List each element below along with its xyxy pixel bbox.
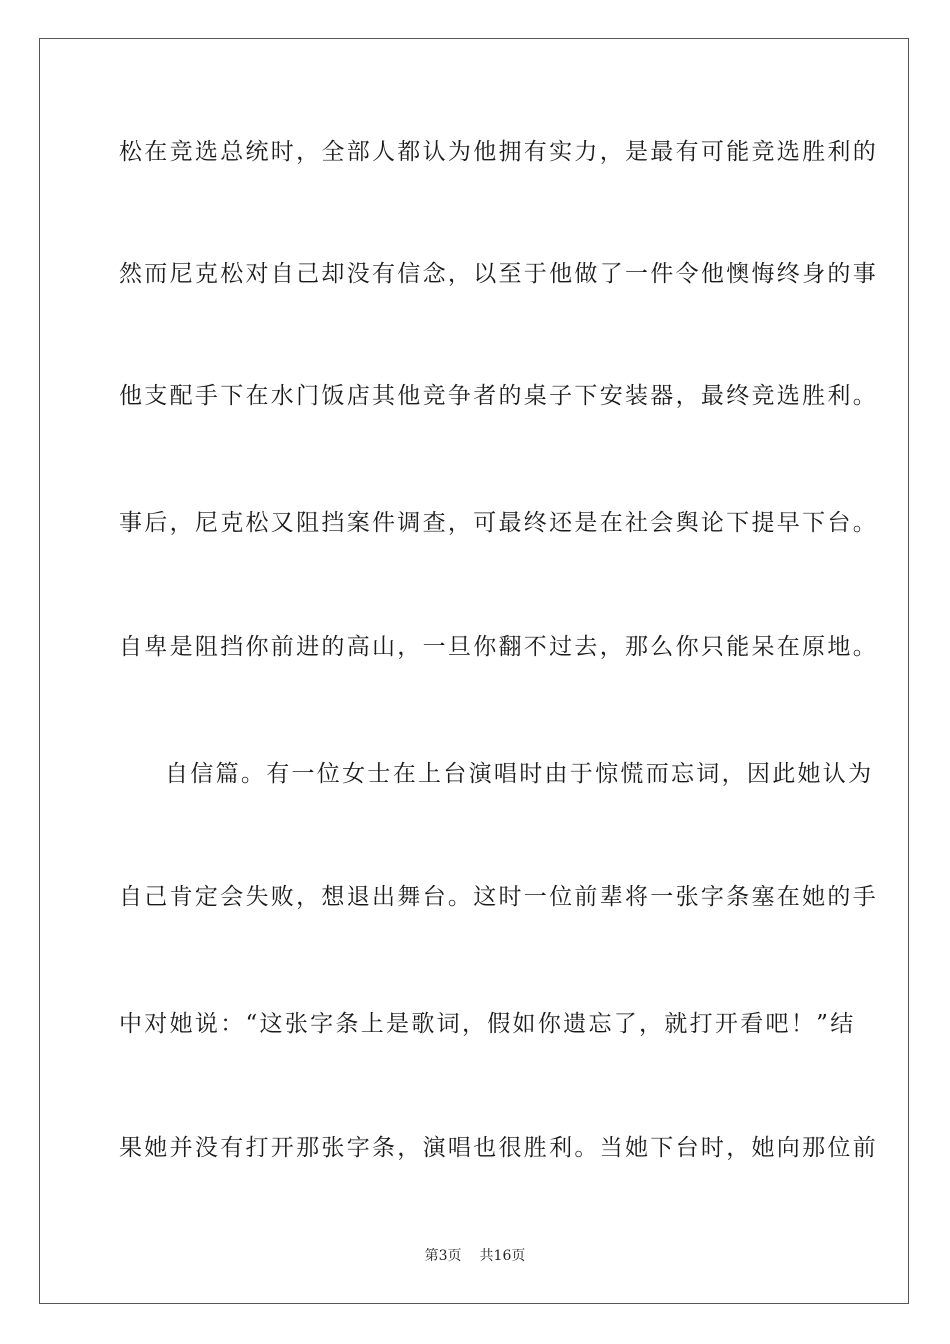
paragraph-line: 自己肯定会失败，想退出舞台。这时一位前辈将一张字条塞在她的手 [119,884,878,910]
paragraph-line: 中对她说：“这张字条上是歌词，假如你遗忘了，就打开看吧！”结 [119,1011,856,1037]
paragraph-line: 松在竞选总统时，全部人都认为他拥有实力，是最有可能竞选胜利的 [119,139,878,165]
paragraph-line-indented: 自信篇。有一位女士在上台演唱时由于惊慌而忘词，因此她认为 [165,761,874,787]
paragraph-line: 事后，尼克松又阻挡案件调查，可最终还是在社会舆论下提早下台。 [119,510,878,536]
paragraph-line: 果她并没有打开那张字条，演唱也很胜利。当她下台时，她向那位前 [119,1135,878,1161]
paragraph-line: 自卑是阻挡你前进的高山，一旦你翻不过去，那么你只能呆在原地。 [119,634,878,660]
paragraph-line: 他支配手下在水门饭店其他竞争者的桌子下安装器，最终竞选胜利。 [119,383,878,409]
page-number: 第3页 [424,1248,462,1264]
page-footer [0,1247,950,1265]
total-pages: 共16页 [479,1248,526,1264]
page-border [39,38,909,1304]
paragraph-line: 然而尼克松对自己却没有信念，以至于他做了一件令他懊悔终身的事 [119,261,878,287]
